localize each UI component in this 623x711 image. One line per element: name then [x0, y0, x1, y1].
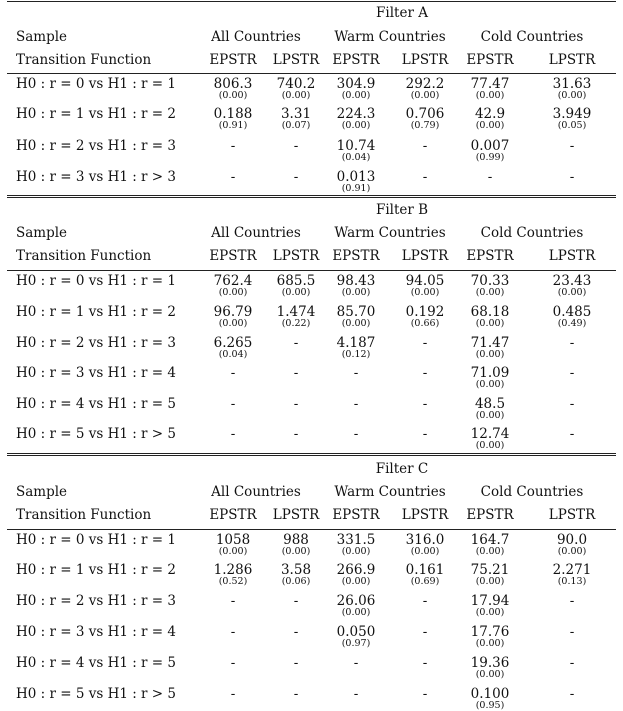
- stat-value: -: [569, 396, 575, 412]
- stat-value: -: [230, 365, 236, 381]
- row-label: H0 : r = 5 vs H1 : r > 5: [16, 686, 176, 702]
- stat-value: 1.474: [276, 304, 316, 320]
- stat-value: -: [422, 396, 428, 412]
- stat-value: -: [353, 365, 359, 381]
- stat-value: 0.100: [470, 686, 510, 702]
- row-label: H0 : r = 5 vs H1 : r > 5: [16, 426, 176, 442]
- stat-value: 0.485: [552, 304, 592, 320]
- stat-value: 292.2: [405, 76, 445, 92]
- p-value: (0.00): [475, 440, 505, 451]
- stat-value: 0.706: [405, 106, 445, 122]
- stat-value: 77.47: [470, 76, 510, 92]
- sample-label: Sample: [16, 29, 68, 45]
- stat-value: -: [230, 169, 236, 185]
- row-label: H0 : r = 1 vs H1 : r = 2: [16, 562, 176, 578]
- stat-value: 70.33: [470, 273, 510, 289]
- stat-value: -: [230, 593, 236, 609]
- stat-value: 316.0: [405, 532, 445, 548]
- p-value: (0.00): [475, 576, 505, 587]
- horizontal-rule: [7, 453, 616, 454]
- p-value: (0.12): [341, 349, 371, 360]
- stat-value: 48.5: [474, 396, 506, 412]
- stat-value: 71.09: [470, 365, 510, 381]
- row-label: H0 : r = 2 vs H1 : r = 3: [16, 593, 176, 609]
- p-value: (0.00): [475, 318, 505, 329]
- p-value: (0.04): [218, 349, 248, 360]
- p-value: (0.00): [281, 90, 311, 101]
- stat-value: -: [422, 335, 428, 351]
- stat-value: -: [230, 426, 236, 442]
- stat-value: -: [569, 624, 575, 640]
- stat-value: 3.58: [280, 562, 312, 578]
- transition-function-label: Transition Function: [16, 52, 152, 68]
- transition-function-label: Transition Function: [16, 248, 152, 264]
- stat-value: -: [569, 426, 575, 442]
- column-header: LPSTR: [401, 248, 449, 264]
- stat-value: 42.9: [474, 106, 506, 122]
- stat-value: 96.79: [213, 304, 253, 320]
- p-value: (0.69): [410, 576, 440, 587]
- row-label: H0 : r = 4 vs H1 : r = 5: [16, 655, 176, 671]
- stat-value: -: [569, 335, 575, 351]
- column-header: EPSTR: [209, 52, 257, 68]
- p-value: (0.00): [341, 607, 371, 618]
- p-value: (0.00): [218, 90, 248, 101]
- p-value: (0.00): [341, 318, 371, 329]
- p-value: (0.00): [475, 379, 505, 390]
- stat-value: 1.286: [213, 562, 253, 578]
- column-header: EPSTR: [332, 248, 380, 264]
- stat-value: -: [353, 655, 359, 671]
- row-label: H0 : r = 3 vs H1 : r = 4: [16, 365, 176, 381]
- stat-value: -: [293, 396, 299, 412]
- stat-value: 304.9: [336, 76, 376, 92]
- p-value: (0.00): [475, 546, 505, 557]
- stat-value: 6.265: [213, 335, 253, 351]
- p-value: (0.05): [557, 120, 587, 131]
- stat-value: 17.76: [470, 624, 510, 640]
- panel-title: Filter B: [375, 202, 429, 218]
- column-header: LPSTR: [272, 52, 320, 68]
- group-header: All Countries: [211, 29, 301, 45]
- column-header: LPSTR: [548, 52, 596, 68]
- stat-value: 19.36: [470, 655, 510, 671]
- stat-value: 85.70: [336, 304, 376, 320]
- stat-value: -: [230, 138, 236, 154]
- column-header: EPSTR: [466, 248, 514, 264]
- stat-value: -: [293, 335, 299, 351]
- row-label: H0 : r = 3 vs H1 : r = 4: [16, 624, 176, 640]
- row-label: H0 : r = 1 vs H1 : r = 2: [16, 106, 176, 122]
- horizontal-rule: [7, 1, 616, 2]
- p-value: (0.00): [281, 287, 311, 298]
- stat-value: -: [422, 686, 428, 702]
- stat-value: 23.43: [552, 273, 592, 289]
- row-label: H0 : r = 2 vs H1 : r = 3: [16, 335, 176, 351]
- stat-value: 0.188: [213, 106, 253, 122]
- stat-value: 224.3: [336, 106, 376, 122]
- p-value: (0.06): [281, 576, 311, 587]
- p-value: (0.79): [410, 120, 440, 131]
- stat-value: 0.050: [336, 624, 376, 640]
- group-header: All Countries: [211, 484, 301, 500]
- p-value: (0.00): [475, 90, 505, 101]
- stat-value: 806.3: [213, 76, 253, 92]
- p-value: (0.00): [218, 546, 248, 557]
- stat-value: 26.06: [336, 593, 376, 609]
- stat-value: 90.0: [556, 532, 588, 548]
- stat-value: 75.21: [470, 562, 510, 578]
- stat-value: 10.74: [336, 138, 376, 154]
- stat-value: -: [569, 365, 575, 381]
- stat-value: -: [569, 138, 575, 154]
- stat-value: 685.5: [276, 273, 316, 289]
- horizontal-rule: [7, 197, 616, 198]
- transition-function-label: Transition Function: [16, 507, 152, 523]
- p-value: (0.91): [218, 120, 248, 131]
- p-value: (0.00): [341, 546, 371, 557]
- p-value: (0.13): [557, 576, 587, 587]
- stat-value: -: [569, 593, 575, 609]
- p-value: (0.04): [341, 152, 371, 163]
- stat-value: -: [422, 655, 428, 671]
- p-value: (0.00): [475, 120, 505, 131]
- stat-value: -: [569, 686, 575, 702]
- p-value: (0.00): [218, 318, 248, 329]
- row-label: H0 : r = 0 vs H1 : r = 1: [16, 532, 176, 548]
- p-value: (0.00): [557, 546, 587, 557]
- stat-value: 4.187: [336, 335, 376, 351]
- column-header: EPSTR: [466, 52, 514, 68]
- stat-value: 266.9: [336, 562, 376, 578]
- panel-title: Filter A: [376, 5, 428, 21]
- stat-value: -: [422, 593, 428, 609]
- p-value: (0.91): [341, 183, 371, 194]
- horizontal-rule: [7, 195, 616, 196]
- stat-value: -: [293, 624, 299, 640]
- stat-value: 12.74: [470, 426, 510, 442]
- stat-value: -: [293, 365, 299, 381]
- stat-value: 98.43: [336, 273, 376, 289]
- p-value: (0.00): [341, 576, 371, 587]
- stat-value: 0.013: [336, 169, 376, 185]
- p-value: (0.00): [557, 287, 587, 298]
- row-label: H0 : r = 0 vs H1 : r = 1: [16, 76, 176, 92]
- column-header: EPSTR: [466, 507, 514, 523]
- stat-value: 17.94: [470, 593, 510, 609]
- stat-value: -: [293, 426, 299, 442]
- column-header: EPSTR: [332, 507, 380, 523]
- stat-value: -: [293, 169, 299, 185]
- stat-value: -: [487, 169, 493, 185]
- p-value: (0.00): [475, 638, 505, 649]
- row-label: H0 : r = 3 vs H1 : r > 3: [16, 169, 176, 185]
- stat-value: -: [569, 655, 575, 671]
- sample-label: Sample: [16, 225, 68, 241]
- column-header: EPSTR: [332, 52, 380, 68]
- group-header: Cold Countries: [480, 484, 584, 500]
- column-header: EPSTR: [209, 507, 257, 523]
- stat-value: 3.949: [552, 106, 592, 122]
- stat-value: 0.161: [405, 562, 445, 578]
- group-header: Warm Countries: [334, 29, 446, 45]
- column-header: LPSTR: [272, 248, 320, 264]
- p-value: (0.99): [475, 152, 505, 163]
- column-header: LPSTR: [272, 507, 320, 523]
- p-value: (0.95): [475, 700, 505, 711]
- column-header: LPSTR: [401, 507, 449, 523]
- stat-value: -: [230, 655, 236, 671]
- stat-value: 988: [283, 532, 309, 548]
- horizontal-rule: [7, 73, 616, 74]
- stat-value: -: [353, 686, 359, 702]
- p-value: (0.00): [475, 410, 505, 421]
- column-header: EPSTR: [209, 248, 257, 264]
- stat-value: -: [230, 624, 236, 640]
- stat-value: -: [293, 686, 299, 702]
- stat-value: 740.2: [276, 76, 316, 92]
- stat-value: -: [422, 138, 428, 154]
- stat-value: 331.5: [336, 532, 376, 548]
- stat-value: -: [569, 169, 575, 185]
- row-label: H0 : r = 2 vs H1 : r = 3: [16, 138, 176, 154]
- p-value: (0.52): [218, 576, 248, 587]
- stat-value: -: [230, 686, 236, 702]
- row-label: H0 : r = 1 vs H1 : r = 2: [16, 304, 176, 320]
- column-header: LPSTR: [401, 52, 449, 68]
- group-header: All Countries: [211, 225, 301, 241]
- stat-value: -: [293, 138, 299, 154]
- p-value: (0.22): [281, 318, 311, 329]
- row-label: H0 : r = 4 vs H1 : r = 5: [16, 396, 176, 412]
- horizontal-rule: [7, 529, 616, 530]
- stat-value: 0.192: [405, 304, 445, 320]
- p-value: (0.49): [557, 318, 587, 329]
- stat-value: 2.271: [552, 562, 592, 578]
- stat-value: -: [293, 655, 299, 671]
- horizontal-rule: [7, 455, 616, 456]
- stat-value: -: [230, 396, 236, 412]
- stat-value: 3.31: [280, 106, 312, 122]
- p-value: (0.00): [281, 546, 311, 557]
- group-header: Warm Countries: [334, 484, 446, 500]
- stat-value: -: [353, 426, 359, 442]
- stat-value: -: [422, 365, 428, 381]
- p-value: (0.66): [410, 318, 440, 329]
- group-header: Cold Countries: [480, 225, 584, 241]
- p-value: (0.00): [475, 669, 505, 680]
- stat-value: -: [293, 593, 299, 609]
- p-value: (0.00): [475, 349, 505, 360]
- p-value: (0.00): [341, 120, 371, 131]
- column-header: LPSTR: [548, 507, 596, 523]
- stat-value: 164.7: [470, 532, 510, 548]
- stat-value: 762.4: [213, 273, 253, 289]
- stat-value: -: [422, 624, 428, 640]
- p-value: (0.07): [281, 120, 311, 131]
- stat-value: -: [422, 426, 428, 442]
- p-value: (0.00): [557, 90, 587, 101]
- group-header: Warm Countries: [334, 225, 446, 241]
- stat-value: 31.63: [552, 76, 592, 92]
- stat-value: 71.47: [470, 335, 510, 351]
- group-header: Cold Countries: [480, 29, 584, 45]
- column-header: LPSTR: [548, 248, 596, 264]
- p-value: (0.00): [410, 546, 440, 557]
- stat-value: 1058: [215, 532, 251, 548]
- panel-title: Filter C: [375, 461, 429, 477]
- sample-label: Sample: [16, 484, 68, 500]
- p-value: (0.00): [475, 607, 505, 618]
- stat-value: 0.007: [470, 138, 510, 154]
- p-value: (0.00): [341, 90, 371, 101]
- p-value: (0.00): [341, 287, 371, 298]
- stat-value: -: [353, 396, 359, 412]
- stat-value: -: [422, 169, 428, 185]
- p-value: (0.00): [410, 90, 440, 101]
- p-value: (0.97): [341, 638, 371, 649]
- p-value: (0.00): [410, 287, 440, 298]
- stat-value: 68.18: [470, 304, 510, 320]
- p-value: (0.00): [218, 287, 248, 298]
- p-value: (0.00): [475, 287, 505, 298]
- horizontal-rule: [7, 270, 616, 271]
- row-label: H0 : r = 0 vs H1 : r = 1: [16, 273, 176, 289]
- stat-value: 94.05: [405, 273, 445, 289]
